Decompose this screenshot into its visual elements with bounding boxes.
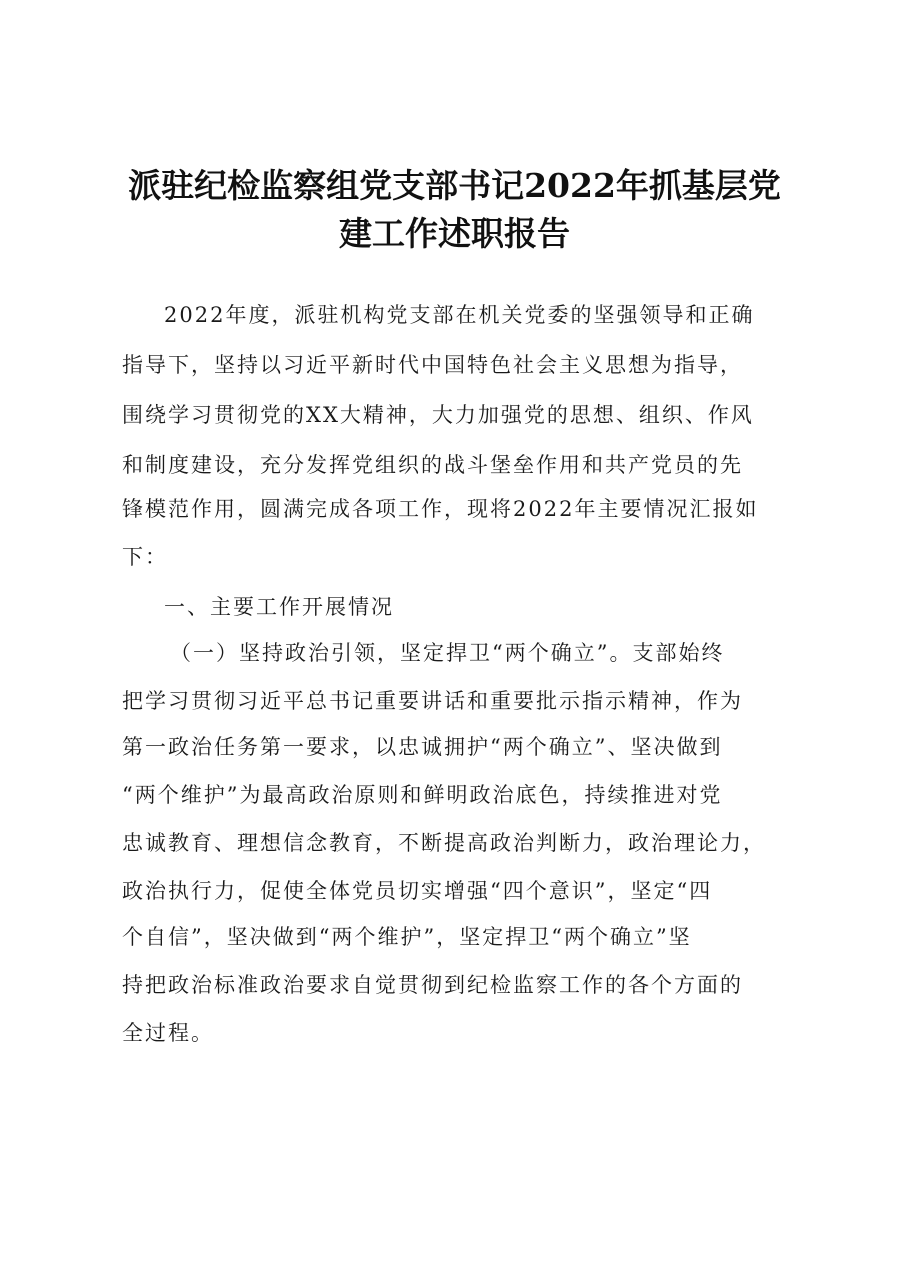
intro-line-6: 下： (122, 545, 168, 569)
intro-line-1: 2022年度，派驻机构党支部在机关党委的坚强领导和正确 (164, 303, 755, 327)
subsection-line-9: 全过程。 (122, 1021, 214, 1045)
subsection-line-1: （一）坚持政治引领，坚定捍卫“两个确立”。支部始终 (170, 641, 725, 665)
intro-line-2: 指导下，坚持以习近平新时代中国特色社会主义思想为指导， (122, 353, 743, 377)
intro-line-4: 和制度建设，充分发挥党组织的战斗堡垒作用和共产党员的先 (122, 453, 743, 477)
document-title-line-1: 派驻纪检监察组党支部书记2022年抓基层党 (128, 166, 781, 205)
subsection-line-8: 持把政治标准政治要求自觉贯彻到纪检监察工作的各个方面的 (122, 973, 743, 997)
subsection-line-7: 个自信”，坚决做到“两个维护”，坚定捍卫“两个确立”坚 (122, 925, 692, 949)
document-title-line-2: 建工作述职报告 (339, 214, 570, 253)
subsection-line-3: 第一政治任务第一要求，以忠诚拥护“两个确立”、坚决做到 (122, 735, 723, 759)
subsection-line-6: 政治执行力，促使全体党员切实增强“四个意识”，坚定“四 (122, 879, 713, 903)
subsection-line-4: “两个维护”为最高政治原则和鲜明政治底色，持续推进对党 (122, 783, 723, 807)
section-heading: 一、主要工作开展情况 (164, 595, 394, 619)
subsection-line-2: 把学习贯彻习近平总书记重要讲话和重要批示指示精神，作为 (122, 689, 743, 713)
intro-line-5: 锋模范作用，圆满完成各项工作，现将2022年主要情况汇报如 (122, 497, 759, 521)
subsection-line-5: 忠诚教育、理想信念教育，不断提高政治判断力，政治理论力， (122, 831, 766, 855)
intro-line-3: 围绕学习贯彻党的XX大精神，大力加强党的思想、组织、作风 (122, 403, 754, 427)
